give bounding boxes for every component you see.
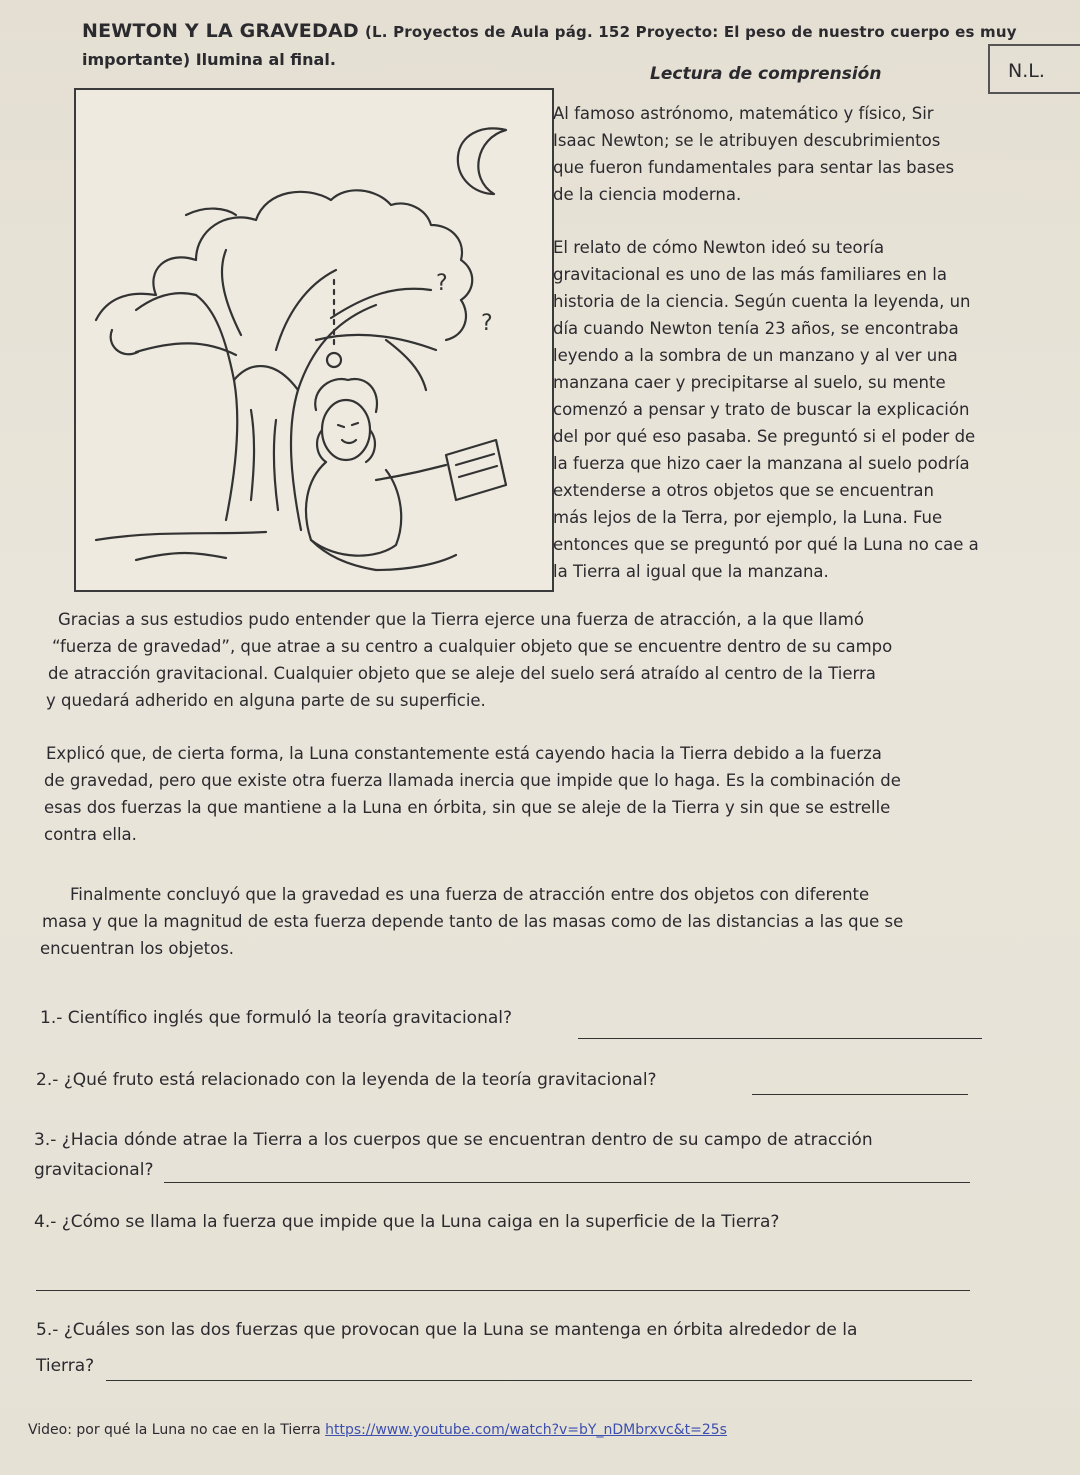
reading-p2-line-8: del por qué eso pasaba. Se preguntó si el poder de bbox=[553, 427, 976, 446]
reading-p4-line-1: Explicó que, de cierta forma, la Luna constantemente está cayendo hacia la Tierra debido a la fuerza bbox=[46, 744, 882, 763]
reading-p2-line-1: El relato de cómo Newton ideó su teoría bbox=[553, 238, 885, 257]
question-5-cont: Tierra? bbox=[36, 1356, 95, 1376]
worksheet-subtitle: Lectura de comprensión bbox=[650, 64, 882, 84]
question-5: 5.- ¿Cuáles son las dos fuerzas que provocan que la Luna se mantenga en órbita alrededor de la bbox=[36, 1320, 858, 1340]
reading-p2-line-2: gravitacional es uno de las más familiares en la bbox=[553, 265, 947, 284]
reading-p2-line-9: la fuerza que hizo caer la manzana al suelo podría bbox=[553, 454, 970, 473]
reading-p5-line-2: masa y que la magnitud de esta fuerza depende tanto de las masas como de las distancias a las que se bbox=[42, 912, 904, 931]
answer-line-2[interactable] bbox=[752, 1094, 968, 1095]
reading-p4-line-3: esas dos fuerzas la que mantiene a la Luna en órbita, sin que se aleje de la Tierra y sin que se estrelle bbox=[44, 798, 891, 817]
newton-tree-drawing bbox=[76, 90, 552, 590]
video-label: Video: por qué la Luna no cae en la Tierra bbox=[28, 1422, 321, 1438]
reading-p3-line-3: de atracción gravitacional. Cualquier objeto que se aleje del suelo será atraído al centro de la Tierra bbox=[48, 664, 876, 683]
reading-p2-line-11: más lejos de la Terra, por ejemplo, la Luna. Fue bbox=[553, 508, 943, 527]
worksheet-title: NEWTON Y LA GRAVEDAD bbox=[82, 20, 359, 42]
answer-line-3[interactable] bbox=[164, 1182, 970, 1183]
question-mark-1: ? bbox=[436, 271, 448, 296]
reading-p2-line-4: día cuando Newton tenía 23 años, se encontraba bbox=[553, 319, 959, 338]
reading-p5-line-1: Finalmente concluyó que la gravedad es una fuerza de atracción entre dos objetos con diferente bbox=[70, 885, 870, 904]
header-reference-cont: importante) Ilumina al final. bbox=[82, 50, 336, 69]
header-line-1 bbox=[82, 20, 1017, 42]
reading-p2-line-7: comenzó a pensar y trato de buscar la explicación bbox=[553, 400, 970, 419]
reading-p2-line-6: manzana caer y precipitarse al suelo, su mente bbox=[553, 373, 946, 392]
name-box-label: N.L. bbox=[1008, 60, 1045, 82]
video-reference bbox=[28, 1422, 727, 1438]
reading-p3-line-4: y quedará adherido en alguna parte de su superficie. bbox=[46, 691, 486, 710]
video-link[interactable]: https://www.youtube.com/watch?v=bY_nDMbrxvc&t=25s bbox=[325, 1422, 727, 1438]
answer-line-1[interactable] bbox=[578, 1038, 982, 1039]
answer-line-5[interactable] bbox=[106, 1380, 972, 1381]
question-3-cont: gravitacional? bbox=[34, 1160, 154, 1180]
reading-p4-line-2: de gravedad, pero que existe otra fuerza llamada inercia que impide que lo haga. Es la combinación de bbox=[44, 771, 901, 790]
reading-p1-line-3: que fueron fundamentales para sentar las bases bbox=[553, 158, 955, 177]
reading-p1-line-4: de la ciencia moderna. bbox=[553, 185, 742, 204]
question-mark-2: ? bbox=[481, 311, 493, 336]
answer-line-4[interactable] bbox=[36, 1290, 970, 1291]
reading-p5-line-3: encuentran los objetos. bbox=[40, 939, 235, 958]
reading-p2-line-12: entonces que se preguntó por qué la Luna no cae a bbox=[553, 535, 979, 554]
reading-p2-line-10: extenderse a otros objetos que se encuentran bbox=[553, 481, 934, 500]
reading-p2-line-3: historia de la ciencia. Según cuenta la leyenda, un bbox=[553, 292, 971, 311]
reading-p4-line-4: contra ella. bbox=[44, 825, 137, 844]
question-4: 4.- ¿Cómo se llama la fuerza que impide que la Luna caiga en la superficie de la Tierra? bbox=[34, 1212, 780, 1232]
question-2: 2.- ¿Qué fruto está relacionado con la leyenda de la teoría gravitacional? bbox=[36, 1070, 657, 1090]
reading-p2-line-5: leyendo a la sombra de un manzano y al ver una bbox=[553, 346, 958, 365]
header-reference: (L. Proyectos de Aula pág. 152 Proyecto: El peso de nuestro cuerpo es muy bbox=[364, 23, 1017, 41]
moon-icon bbox=[458, 128, 506, 194]
question-3: 3.- ¿Hacia dónde atrae la Tierra a los cuerpos que se encuentran dentro de su campo de atracción bbox=[34, 1130, 873, 1150]
newton-tree-illustration bbox=[74, 88, 554, 592]
reading-p1-line-1: Al famoso astrónomo, matemático y físico, Sir bbox=[553, 104, 934, 123]
reading-p1-line-2: Isaac Newton; se le atribuyen descubrimientos bbox=[553, 131, 941, 150]
reading-p3-line-1: Gracias a sus estudios pudo entender que la Tierra ejerce una fuerza de atracción, a la que llamó bbox=[58, 610, 864, 629]
reading-p2-line-13: la Tierra al igual que la manzana. bbox=[553, 562, 829, 581]
reading-p3-line-2: “fuerza de gravedad”, que atrae a su centro a cualquier objeto que se encuentre dentro de su campo bbox=[52, 637, 893, 656]
question-1: 1.- Científico inglés que formuló la teoría gravitacional? bbox=[40, 1008, 513, 1028]
